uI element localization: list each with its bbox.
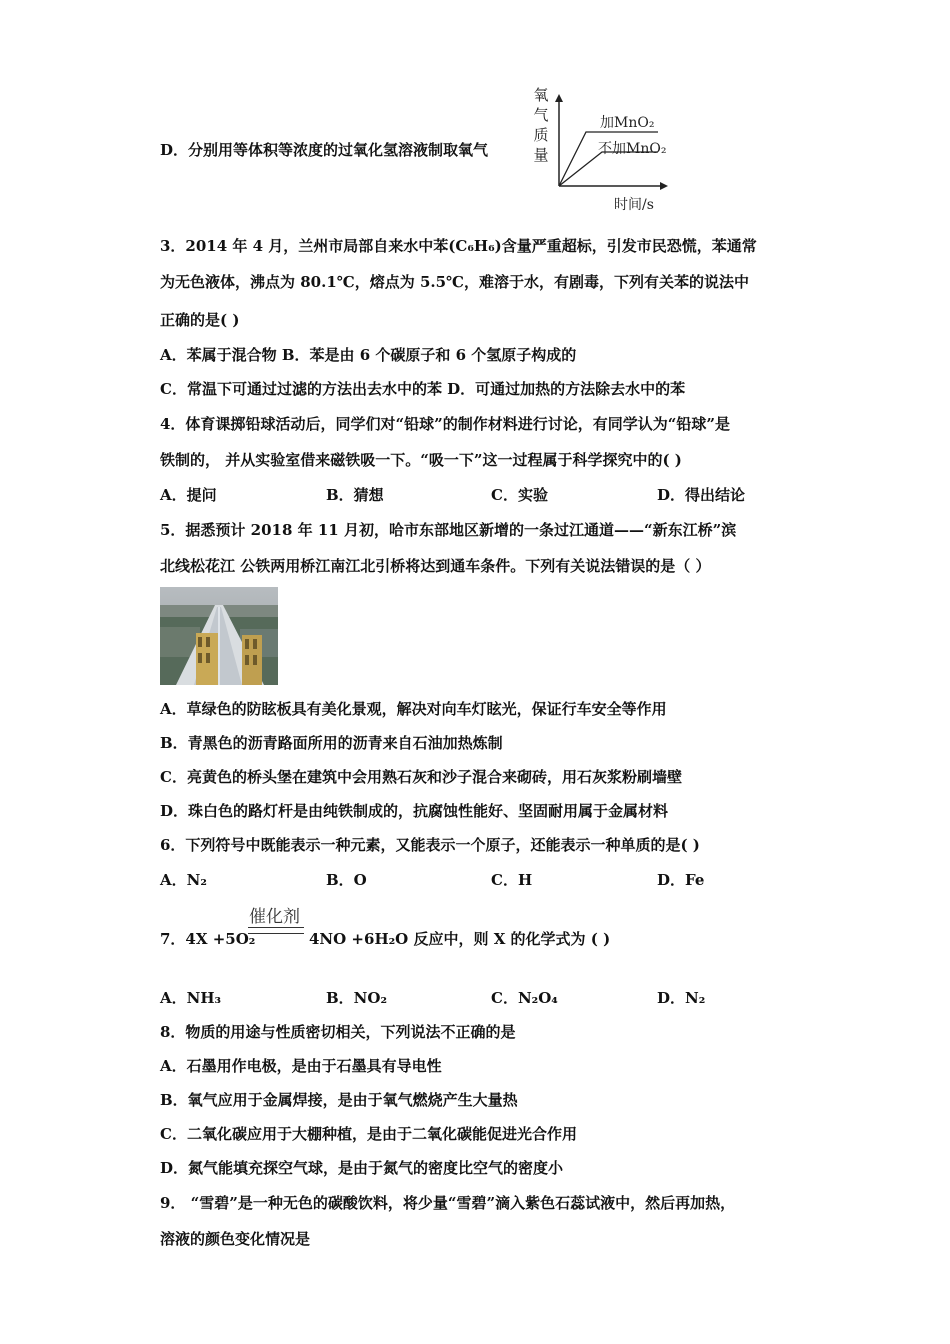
q5-option-d: D．珠白色的路灯杆是由纯铁制成的，抗腐蚀性能好、坚固耐用属于金属材料 — [160, 802, 669, 820]
q4-line-1: 4．体育课掷铅球活动后，同学们对“铅球”的制作材料进行讨论，有同学认为“铅球”是 — [160, 415, 730, 433]
q4-line-2: 铁制的， 并从实验室借来磁铁吸一下。“吸一下”这一过程属于科学探究中的( ) — [160, 451, 682, 469]
q8-line: 8．物质的用途与性质密切相关，下列说法不正确的是 — [160, 1023, 516, 1041]
q4-option-b: B．猜想 — [326, 486, 384, 504]
q3-line-1: 3．2014 年 4 月，兰州市局部自来水中苯(C₆H₆)含量严重超标，引发市民恐慌，苯通常 — [160, 237, 757, 255]
q8-option-b: B．氧气应用于金属焊接，是由于氧气燃烧产生大量热 — [160, 1091, 518, 1109]
q6-option-d: D．Fe — [657, 871, 705, 889]
q9-line-2: 溶液的颜色变化情况是 — [160, 1230, 311, 1248]
q3-option-ab: A．苯属于混合物 B．苯是由 6 个碳原子和 6 个氢原子构成的 — [160, 346, 577, 364]
q7-reactants: 7．4X +5O₂ — [160, 930, 256, 948]
graph-line2-label: 不加MnO₂ — [598, 141, 667, 157]
q5-option-a: A．草绿色的防眩板具有美化景观，解决对向车灯眩光，保证行车安全等作用 — [160, 700, 667, 718]
q4-option-d: D．得出结论 — [657, 486, 746, 504]
q8-option-a: A．石墨用作电极，是由于石墨具有导电性 — [160, 1057, 442, 1075]
q5-line-2: 北线松花江 公铁两用桥江南江北引桥将达到通车条件。下列有关说法错误的是（ ） — [160, 557, 711, 575]
q4-option-a: A．提问 — [160, 486, 217, 504]
q3-line-3: 正确的是( ) — [160, 311, 240, 329]
q7-catalyst-label: 催化剂 — [249, 907, 300, 927]
q2-option-d: D．分别用等体积等浓度的过氧化氢溶液制取氧气 — [160, 141, 489, 159]
graph-line1-label: 加MnO₂ — [600, 115, 655, 131]
q7-option-c: C．N₂O₄ — [491, 989, 558, 1007]
q7-products: 4NO +6H₂O 反应中，则 X 的化学式为 ( ) — [309, 930, 611, 948]
q8-option-c: C．二氧化碳应用于大棚种植，是由于二氧化碳能促进光合作用 — [160, 1125, 577, 1143]
graph-y-label-1: 氧 — [533, 86, 549, 104]
q4-option-c: C．实验 — [491, 486, 548, 504]
graph-x-label: 时间/s — [614, 197, 654, 213]
q8-option-d: D．氮气能填充探空气球，是由于氮气的密度比空气的密度小 — [160, 1159, 564, 1177]
q6-option-b: B．O — [326, 871, 367, 889]
graph-y-label-3: 质 — [533, 126, 549, 144]
q6-option-a: A．N₂ — [160, 871, 207, 889]
bridge-photo — [160, 587, 278, 685]
q6-line: 6．下列符号中既能表示一种元素，又能表示一个原子，还能表示一种单质的是( ) — [160, 836, 700, 854]
q7-equals-sign — [248, 927, 304, 934]
graph-y-label-4: 量 — [533, 146, 549, 164]
q7-option-a: A．NH₃ — [160, 989, 222, 1007]
q5-option-c: C．亮黄色的桥头堡在建筑中会用熟石灰和沙子混合来砌砖，用石灰浆粉刷墙壁 — [160, 768, 682, 786]
q5-line-1: 5．据悉预计 2018 年 11 月初，哈市东部地区新增的一条过江通道——“新东江桥”滨 — [160, 521, 737, 539]
q5-option-b: B．青黑色的沥青路面所用的沥青来自石油加热炼制 — [160, 734, 503, 752]
q7-option-d: D．N₂ — [657, 989, 706, 1007]
q7-option-b: B．NO₂ — [326, 989, 388, 1007]
graph-y-label-2: 气 — [533, 106, 549, 124]
q3-option-cd: C．常温下可通过过滤的方法出去水中的苯 D．可通过加热的方法除去水中的苯 — [160, 380, 686, 398]
q3-line-2: 为无色液体，沸点为 80.1℃，熔点为 5.5℃，难溶于水，有剧毒，下列有关苯的说法中 — [160, 273, 750, 291]
q9-line-1: 9． “雪碧”是一种无色的碳酸饮料，将少量“雪碧”滴入紫色石蕊试液中，然后再加热， — [160, 1194, 736, 1212]
q6-option-c: C．H — [491, 871, 533, 889]
